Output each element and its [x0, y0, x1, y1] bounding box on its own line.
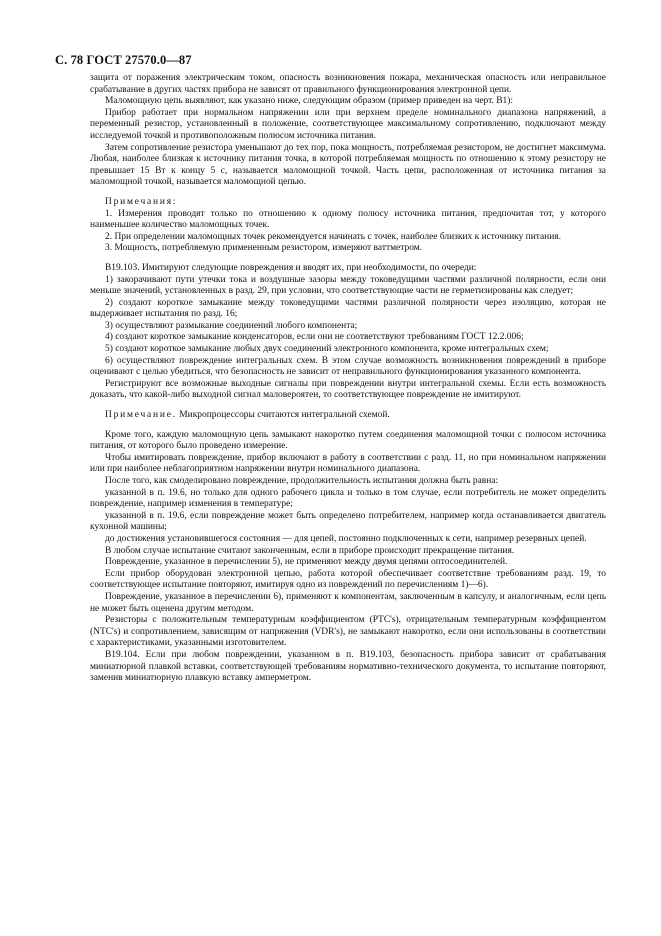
- paragraph: Регистрируют все возможные выходные сигналы при повреждении внутри интегральной схемы. Если есть возможность доказать, что какой-либо выходной сигнал маловероятен, то соответствующее повреждение не имитируют.: [90, 378, 606, 401]
- section-b19-103: В19.103. Имитируют следующие повреждения и вводят их, при необходимости, по очереди:: [105, 262, 477, 273]
- list-item: 6) осуществляют повреждение интегральных схем. В этом случае возможность возникновения повреждений в приборе оценивают с целью убедиться, что безопасность не зависит от неправильного функционирования указанного компонента.: [90, 355, 606, 378]
- paragraph: Если прибор оборудован электронной цепью, работа которой обеспечивает соответствие требованиям разд. 19, то соответствующее испытание повторяют, имитируя одно из повреждений по перечислениям 1)—6).: [90, 568, 606, 591]
- paragraph: В любом случае испытание считают законченным, если в приборе происходит прекращение питания.: [105, 545, 515, 556]
- list-item: 5) создают короткое замыкание любых двух соединений электронного компонента, кроме интегральных схем;: [105, 344, 549, 355]
- paragraph: Затем сопротивление резистора уменьшают до тех пор, пока мощность, потребляемая резистором, не достигнет максимума. Любая, наиболее близкая к источнику питания точка, в которой потребляемая мощность по отношению к этому резистору не превышает 15 Вт к концу 5 с, называется маломощной точкой. Часть цепи, расположенная от источника питания за маломощной точкой, называется маломощной цепью.: [90, 142, 606, 188]
- section-b19-104: В19.104. Если при любом повреждении, указанном в п. В19.103, безопасность прибора зависит от срабатывания миниатюрной плавкой вставки, соответствующей требованиям нормативно-технического документа, то испытание повторяют, заменив миниатюрную плавкую вставку амперметром.: [90, 649, 606, 684]
- notes-heading: [90, 197, 606, 209]
- note-item: 2. При определении маломощных точек рекомендуется начинать с точек, наиболее близких к источнику питания.: [105, 231, 561, 242]
- note-item: 1. Измерения проводят только по отношению к одному полюсу источника питания, предпочитая тот, у которого наименьшее количество маломощных точек.: [90, 208, 606, 231]
- paragraph: Повреждение, указанное в перечислении 5), не применяют между двумя цепями оптосоединителей.: [105, 557, 508, 568]
- note-text: Микропроцессоры считаются интегральной схемой.: [176, 410, 390, 421]
- page-body: [90, 73, 606, 685]
- note-label: Примечание.: [105, 410, 177, 421]
- paragraph: Повреждение, указанное в перечислении 6), применяют к компонентам, заключенным в капсулу, и аналогичным, если цепь не может быть оценена другим методом.: [90, 591, 606, 614]
- paragraph: указанной в п. 19.6, если повреждение может быть определено потребителем, например когда останавливается двигатель кухонной машины;: [90, 510, 606, 533]
- page-header: С. 78 ГОСТ 27570.0—87: [55, 53, 192, 67]
- list-item: 2) создают короткое замыкание между токоведущими частями различной полярности через изоляцию, которая не выдерживает испытания по разд. 16;: [90, 297, 606, 320]
- paragraph: После того, как смоделировано повреждение, продолжительность испытания должна быть равна:: [105, 476, 499, 486]
- paragraph: Кроме того, каждую маломощную цепь замыкают накоротко путем соединения маломощной точки с полюсом источника питания, от которого было проведено измерение.: [90, 429, 606, 452]
- paragraph: Чтобы имитировать повреждение, прибор включают в работу в соответствии с разд. 11, но при номинальном напряжении или при наиболее неблагоприятном напряжении внутри номинального диапазона.: [90, 452, 606, 475]
- paragraph: защита от поражения электрическим током, опасность возникновения пожара, механическая опасность или неправильное срабатывание в других частях прибора не зависят от правильного функционирования электронной цепи.: [90, 73, 606, 95]
- paragraph: Резисторы с положительным температурным коэффициентом (PTC's), отрицательным температурным коэффициентом (NTC's) и сопротивлением, зависящим от напряжения (VDR's), не замыкают накоротко, если они использованы в соответствии с характеристиками, указанными изготовителем.: [90, 615, 606, 649]
- paragraph: Прибор работает при нормальном напряжении или при верхнем пределе номинального диапазона напряжений, а переменный резистор, установленный в положение, соответствующее максимальному сопротивлению, подключают между исследуемой точкой и противоположным полюсом источника питания.: [90, 107, 606, 141]
- list-item: 4) создают короткое замыкание конденсаторов, если они не соответствуют требованиям ГОСТ 12.2.006;: [105, 332, 524, 343]
- paragraph: до достижения установившегося состояния — для цепей, постоянно подключенных к сети, например резервных цепей.: [105, 533, 587, 544]
- note-single: [90, 410, 606, 422]
- notes-heading-text: Примечания:: [105, 196, 178, 207]
- paragraph: указанной в п. 19.6, но только для одного рабочего цикла и только в том случае, если потребитель не может определить повреждение, например изменения в температуре;: [90, 487, 606, 510]
- list-item: 3) осуществляют размыкание соединений любого компонента;: [105, 320, 358, 331]
- note-item: 3. Мощность, потребляемую примененным резистором, измеряют ваттметром.: [105, 243, 423, 254]
- paragraph: Маломощную цепь выявляют, как указано ниже, следующим образом (пример приведен на черт. В1):: [105, 96, 514, 107]
- list-item: 1) закорачивают пути утечки тока и воздушные зазоры между токоведущими частями различной полярности, если они меньше значений, установленных в разд. 29, при условии, что соответствующие части не герметизированы как следует;: [90, 274, 606, 297]
